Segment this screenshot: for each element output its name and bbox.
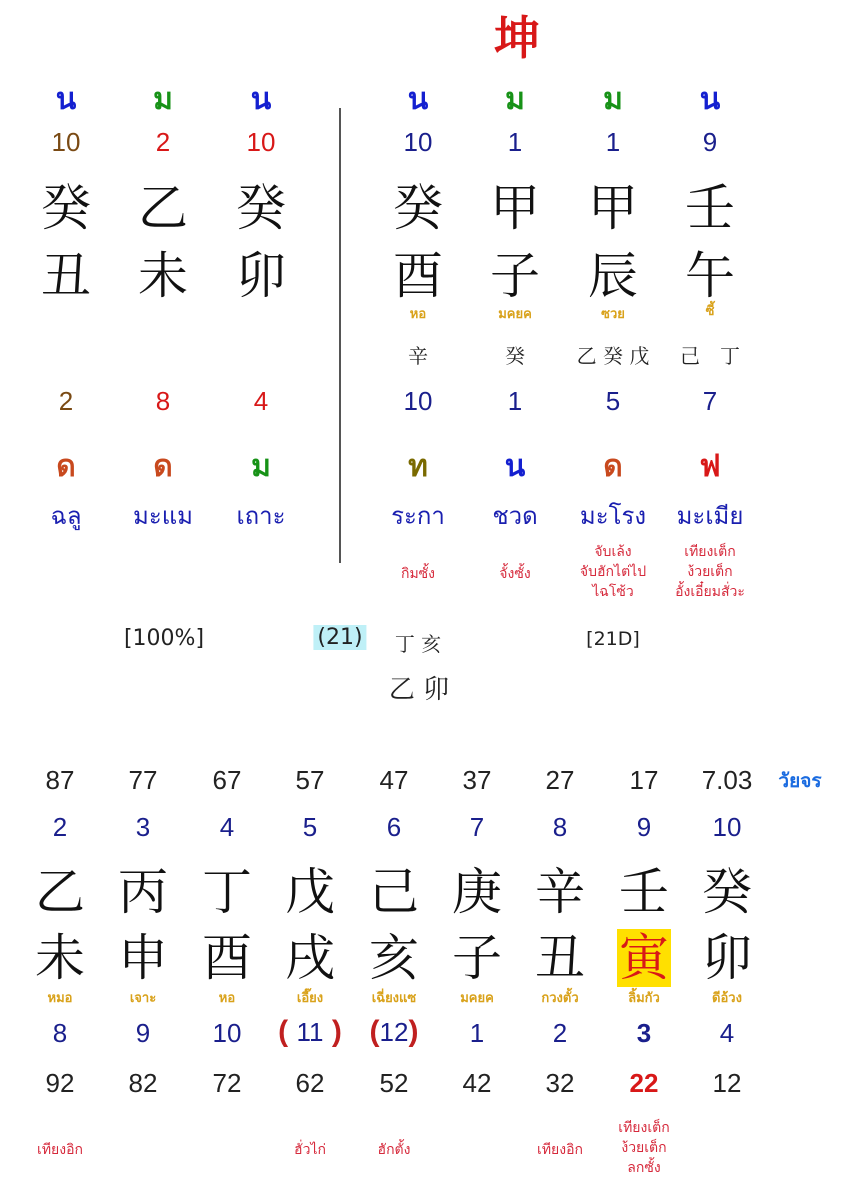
extra-pair-1: 丁 亥 xyxy=(394,632,442,656)
right-pillar-3-note: จับเล้ง จับฮักไต่ไป ไฉโซ้ว xyxy=(579,544,647,600)
left-pillar-1-branch: 丑 xyxy=(41,247,91,305)
luck-stem: 己 xyxy=(369,863,419,921)
left-pillar-2-thai: มะแม xyxy=(133,502,193,530)
right-pillar-4-element: ฟ xyxy=(699,449,721,484)
luck-stem-number: 2 xyxy=(52,812,68,842)
luck-branch: 子 xyxy=(452,929,502,987)
right-pillar-3-number2: 5 xyxy=(605,386,621,416)
luck-tag: เฉี่ยงแซ xyxy=(371,991,417,1006)
luck-year: 32 xyxy=(545,1068,575,1098)
right-pillar-2-thai: ชวด xyxy=(492,502,538,530)
luck-branch: 申 xyxy=(118,929,168,987)
left-pillar-3-thai: เถาะ xyxy=(236,502,286,530)
luck-branch-number: 9 xyxy=(135,1018,151,1048)
right-pillar-4-category: น xyxy=(699,82,721,117)
left-pillar-3-element: ม xyxy=(251,449,271,484)
luck-tag: มคยค xyxy=(460,991,494,1006)
right-pillar-4-note: เทียงเต็ก ง้วยเต็ก อั้งเอี๋ยมสั่วะ xyxy=(675,544,745,600)
luck-year: 62 xyxy=(295,1068,325,1098)
luck-stem-number: 8 xyxy=(552,812,568,842)
luck-note: ฮั่วไก่ xyxy=(294,1142,326,1158)
right-pillar-3-tag: ซวย xyxy=(601,307,625,322)
luck-age: 87 xyxy=(45,765,75,795)
luck-stem: 乙 xyxy=(35,863,85,921)
right-pillar-3-category: ม xyxy=(603,82,623,117)
luck-year: 92 xyxy=(45,1068,75,1098)
luck-branch: 亥 xyxy=(369,929,419,987)
luck-branch: 丑 xyxy=(535,929,585,987)
luck-stem: 丁 xyxy=(202,863,252,921)
luck-stem-number: 5 xyxy=(302,812,318,842)
luck-stem-number: 6 xyxy=(386,812,402,842)
luck-age: 17 xyxy=(629,765,659,795)
right-pillar-1-number2: 10 xyxy=(403,386,433,416)
left-pillar-3-category: น xyxy=(250,82,272,117)
luck-year: 72 xyxy=(212,1068,242,1098)
right-pillar-1-number: 10 xyxy=(403,127,433,157)
left-pillar-2-number: 2 xyxy=(155,127,171,157)
left-pillar-2-stem: 乙 xyxy=(138,179,188,237)
luck-note: เทียงเต็ก ง้วยเต็ก ลกซั้ง xyxy=(618,1120,670,1176)
luck-branch: 戌 xyxy=(285,929,335,987)
right-pillar-3-element: ด xyxy=(603,449,623,484)
luck-stem: 辛 xyxy=(535,863,585,921)
left-pillar-2-category: ม xyxy=(153,82,173,117)
right-pillar-3-thai: มะโรง xyxy=(579,502,647,530)
luck-branch-number: 1 xyxy=(469,1018,485,1048)
right-pillar-2-number2: 1 xyxy=(507,386,523,416)
percent-label: [100%] xyxy=(123,626,205,651)
luck-stem: 庚 xyxy=(452,863,502,921)
luck-branch-number-bracketed: ( 11 ) xyxy=(278,1015,342,1048)
right-pillar-3-number: 1 xyxy=(605,127,621,157)
right-pillar-4-number2: 7 xyxy=(702,386,718,416)
luck-stem: 戊 xyxy=(285,863,335,921)
right-pillar-4-tag: ซี้ xyxy=(705,304,715,319)
luck-note: ฮักตั้ง xyxy=(377,1142,411,1158)
luck-age: 27 xyxy=(545,765,575,795)
luck-branch: 卯 xyxy=(702,929,752,987)
luck-branch: 酉 xyxy=(202,929,252,987)
luck-year: 12 xyxy=(712,1068,742,1098)
extra-pair-2: 乙 卯 xyxy=(388,675,450,705)
left-pillar-1-stem: 癸 xyxy=(41,179,91,237)
code-label: [21D] xyxy=(586,628,640,650)
right-pillar-4-branch: 午 xyxy=(685,247,735,305)
left-pillar-2-number2: 8 xyxy=(155,386,171,416)
right-pillar-2-hidden-stems: 癸 xyxy=(505,344,525,368)
right-pillar-4-hidden-stems: 己 丁 xyxy=(680,344,740,368)
right-pillar-1-stem: 癸 xyxy=(393,179,443,237)
right-pillar-4-stem: 壬 xyxy=(685,179,735,237)
luck-year: 52 xyxy=(379,1068,409,1098)
luck-age: 67 xyxy=(212,765,242,795)
right-pillar-2-category: ม xyxy=(505,82,525,117)
left-pillar-2-element: ด xyxy=(153,449,173,484)
left-pillar-1-thai: ฉลู xyxy=(50,502,82,530)
left-pillar-1-number2: 2 xyxy=(58,386,74,416)
luck-note: เทียงอิก xyxy=(37,1142,83,1158)
left-pillar-3-number2: 4 xyxy=(253,386,269,416)
luck-note: เทียงอิก xyxy=(537,1142,583,1158)
right-pillar-1-tag: หอ xyxy=(409,307,427,322)
right-pillar-2-branch: 子 xyxy=(490,247,540,305)
luck-tag: หมอ xyxy=(47,991,73,1006)
right-pillar-1-hidden-stems: 辛 xyxy=(408,344,428,368)
luck-tag: เจาะ xyxy=(129,991,157,1006)
luck-tag: หอ xyxy=(218,991,236,1006)
luck-year-current: 22 xyxy=(629,1068,659,1098)
luck-stem: 癸 xyxy=(702,863,752,921)
luck-stem: 壬 xyxy=(619,863,669,921)
luck-age: 77 xyxy=(128,765,158,795)
luck-stem-number: 10 xyxy=(712,812,742,842)
right-pillar-4-thai: มะเมีย xyxy=(676,502,744,530)
luck-branch-number-bracketed: (12) xyxy=(369,1015,419,1048)
luck-label: วัยจร xyxy=(778,770,822,792)
right-pillar-3-stem: 甲 xyxy=(588,179,638,237)
luck-age: 7.03 xyxy=(701,765,753,795)
right-pillar-3-branch: 辰 xyxy=(588,247,638,305)
luck-stem-number: 7 xyxy=(469,812,485,842)
left-pillar-1-category: น xyxy=(55,82,77,117)
left-pillar-2-branch: 未 xyxy=(138,247,188,305)
luck-branch-number: 8 xyxy=(52,1018,68,1048)
right-pillar-2-stem: 甲 xyxy=(490,179,540,237)
luck-age: 47 xyxy=(379,765,409,795)
left-pillar-3-branch: 卯 xyxy=(236,247,286,305)
right-pillar-4-number: 9 xyxy=(702,127,718,157)
right-pillar-2-note: จั้งซั้ง xyxy=(499,566,531,582)
left-pillar-1-number: 10 xyxy=(51,127,81,157)
luck-stem-number: 9 xyxy=(636,812,652,842)
luck-stem-number: 4 xyxy=(219,812,235,842)
left-pillar-3-number: 10 xyxy=(246,127,276,157)
right-pillar-1-thai: ระกา xyxy=(391,502,445,530)
count-badge: (21) xyxy=(313,625,366,650)
luck-year: 42 xyxy=(462,1068,492,1098)
left-pillar-3-stem: 癸 xyxy=(236,179,286,237)
luck-branch-number: 2 xyxy=(552,1018,568,1048)
luck-branch-highlighted: 寅 xyxy=(619,929,669,987)
left-pillar-1-element: ด xyxy=(56,449,76,484)
pillar-divider xyxy=(339,108,341,563)
right-pillar-1-category: น xyxy=(407,82,429,117)
luck-stem-number: 3 xyxy=(135,812,151,842)
luck-tag: ดีอ้วง xyxy=(712,991,742,1006)
luck-tag: ลิ้มกัว xyxy=(628,991,660,1006)
right-pillar-2-tag: มคยค xyxy=(498,307,532,322)
luck-age: 57 xyxy=(295,765,325,795)
luck-branch-number: 10 xyxy=(212,1018,242,1048)
right-pillar-2-element: น xyxy=(504,449,526,484)
luck-branch-number-current: 3 xyxy=(636,1018,652,1048)
right-pillar-3-hidden-stems: 乙 癸 戊 xyxy=(576,344,650,368)
luck-age: 37 xyxy=(462,765,492,795)
chart-title: 坤 xyxy=(494,11,540,65)
luck-tag: เอี๊ยง xyxy=(296,991,324,1006)
right-pillar-1-branch: 酉 xyxy=(393,247,443,305)
right-pillar-1-element: ท xyxy=(408,449,428,484)
right-pillar-1-note: กิมซั้ง xyxy=(400,566,436,582)
luck-stem: 丙 xyxy=(118,863,168,921)
luck-tag: กวงตั้ว xyxy=(541,991,579,1006)
luck-branch: 未 xyxy=(35,929,85,987)
luck-branch-number: 4 xyxy=(719,1018,735,1048)
luck-year: 82 xyxy=(128,1068,158,1098)
right-pillar-2-number: 1 xyxy=(507,127,523,157)
